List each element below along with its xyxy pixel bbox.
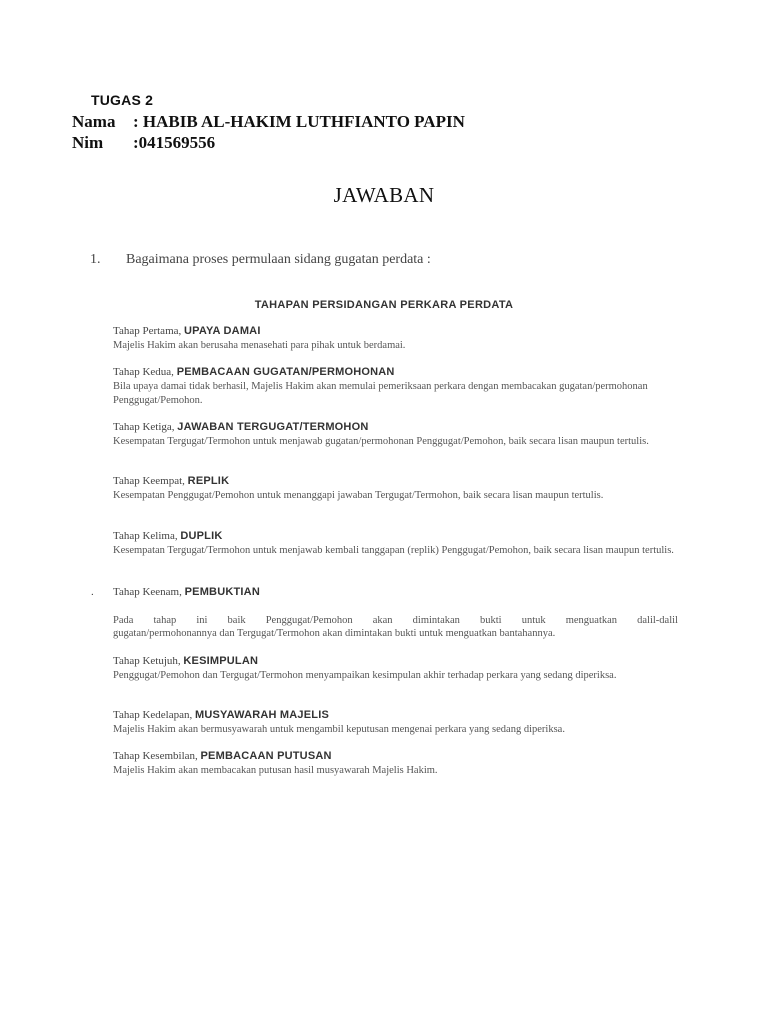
stage-prefix: Tahap Kedelapan, [113,709,195,721]
assignment-label: TUGAS 2 [91,92,154,108]
stage-4 [113,474,683,503]
stage-name: KESIMPULAN [183,655,259,667]
description-word: untuk [521,615,546,626]
stage-title [113,365,683,380]
stage-8 [113,708,683,737]
description-word: tahap [153,615,177,626]
stage-title [113,420,683,435]
stage-2 [113,365,683,407]
stage-name: DUPLIK [180,530,223,542]
stage-title [113,474,683,489]
stage-name: REPLIK [187,475,230,487]
stage-name: MUSYAWARAH MAJELIS [195,709,329,721]
nim-label: Nim [72,133,104,152]
stage-description [113,614,678,640]
description-word: menguatkan [565,615,618,626]
description-word: ini [196,615,208,626]
description-word: dalil-dalil [637,615,678,626]
description-word: bukti [480,615,502,626]
stage-title [113,708,683,723]
description-word: akan [372,615,393,626]
description-word: baik [227,615,246,626]
stage-description: Penggugat/Pemohon dan Tergugat/Termohon menyampaikan kesimpulan akhir terhadap perkara yang sedang diperiksa. [113,670,617,681]
stage-prefix: Tahap Kelima, [113,530,181,542]
stage-5 [113,529,683,558]
description-word: Penggugat/Pemohon [265,615,353,626]
name-value: : HABIB AL-HAKIM LUTHFIANTO PAPIN [133,112,465,131]
stage-prefix: Tahap Kesembilan, [113,750,201,762]
stage-title [113,585,683,600]
stage-description: Kesempatan Tergugat/Termohon untuk menjawab gugatan/permohonan Penggugat/Pemohon, baik secara lisan maupun tertulis. [113,436,649,447]
stage-name: PEMBACAAN PUTUSAN [200,750,332,762]
stage-name: UPAYA DAMAI [184,325,261,337]
description-word: Pada [113,615,134,626]
stage-3 [113,420,683,449]
stage-title [113,324,683,339]
stage-prefix: Tahap Pertama, [113,325,185,337]
question-item [90,252,431,268]
stage-prefix: Tahap Ketujuh, [113,655,184,667]
stage-title [113,529,683,544]
stage-1 [113,324,683,353]
stage-description: Majelis Hakim akan membacakan putusan hasil musyawarah Majelis Hakim. [113,765,438,776]
stage-9 [113,749,683,778]
stage-7 [113,654,683,683]
description-word: dimintakan [412,615,460,626]
stage-description: Bila upaya damai tidak berhasil, Majelis Hakim akan memulai pemeriksaan perkara dengan membacakan gugatan/permohonan Penggugat/Pemohon. [113,381,648,406]
nim-value: :041569556 [133,133,216,152]
stage-description: Majelis Hakim akan berusaha menasehati para pihak untuk berdamai. [113,340,406,351]
student-name-row [72,112,465,132]
section-heading: TAHAPAN PERSIDANGAN PERKARA PERDATA [254,299,514,311]
stage-description: Kesempatan Penggugat/Pemohon untuk menanggapi jawaban Tergugat/Termohon, baik secara lisan maupun tertulis. [113,490,604,501]
stage-prefix: Tahap Keenam, [113,586,185,598]
stage-description: Majelis Hakim akan bermusyawarah untuk mengambil keputusan mengenai perkara yang sedang diperiksa. [113,724,565,735]
student-nim-row [72,133,215,153]
stage-name: PEMBUKTIAN [184,586,260,598]
name-label: Nama [72,112,116,131]
question-number: 1. [90,252,101,267]
stage-6 [113,585,683,600]
stage-title [113,654,683,669]
stage-prefix: Tahap Kedua, [113,366,177,378]
stray-mark: . [91,586,94,598]
stage-title [113,749,683,764]
stage-name: PEMBACAAN GUGATAN/PERMOHONAN [176,366,395,378]
stage-description-line-2: gugatan/permohonannya dan Tergugat/Termohon akan dimintakan bukti untuk menguatkan bantahannya. [113,628,556,639]
question-text: Bagaimana proses permulaan sidang gugatan perdata : [126,252,431,267]
stage-name: JAWABAN TERGUGAT/TERMOHON [177,421,369,433]
stage-prefix: Tahap Ketiga, [113,421,178,433]
page-title: JAWABAN [333,183,435,207]
stage-prefix: Tahap Keempat, [113,475,188,487]
stage-description: Kesempatan Tergugat/Termohon untuk menjawab kembali tanggapan (replik) Penggugat/Pemohon, baik secara lisan maupun tertulis. [113,545,674,556]
stage-description-line-1 [113,614,678,627]
